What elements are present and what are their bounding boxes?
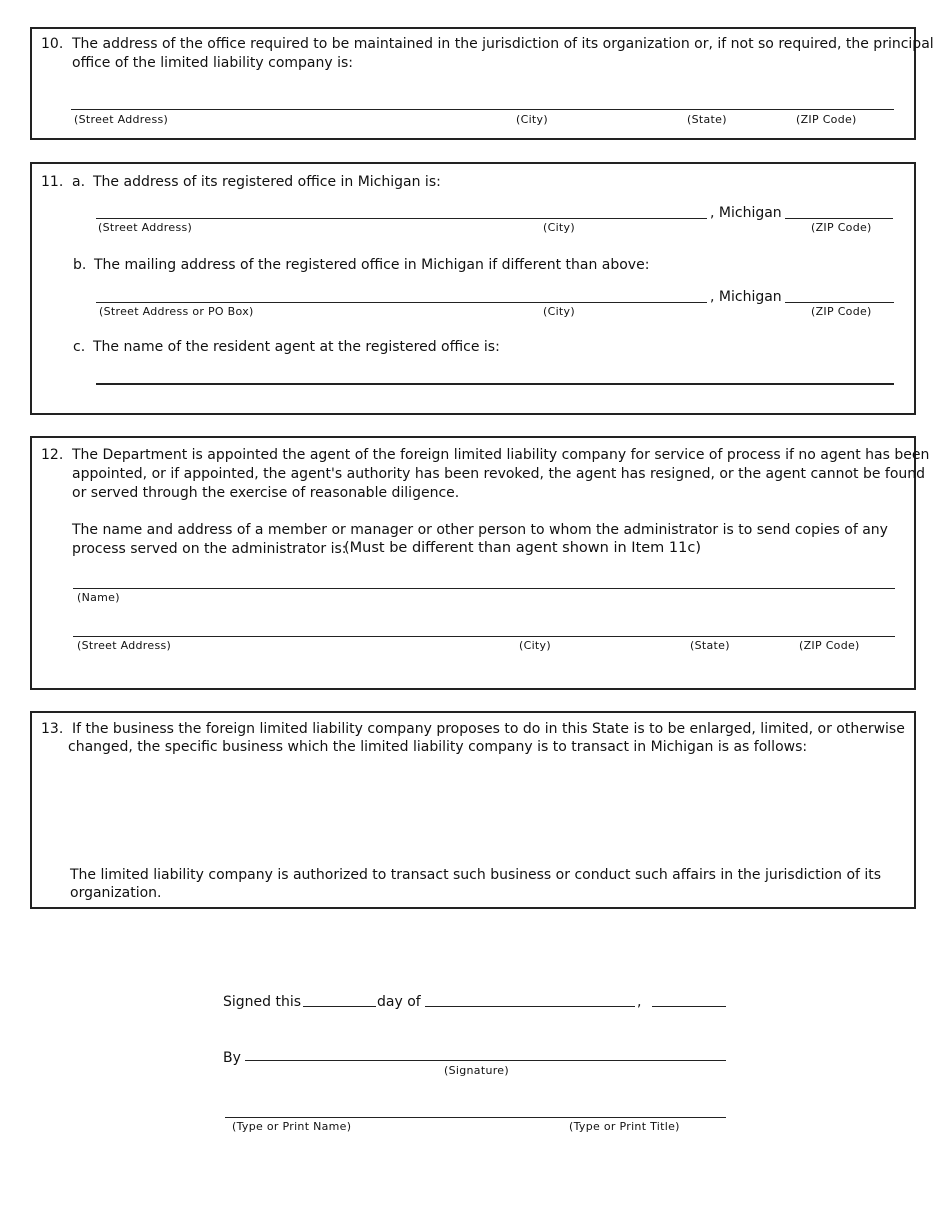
signed-this-label: Signed this <box>223 994 302 1010</box>
item-13-business-area[interactable] <box>68 760 898 860</box>
item-13-footer-line2: organization. <box>70 885 162 901</box>
item-11c-label: c. <box>73 339 86 355</box>
item-12-p2-line2: process served on the administrator is: <box>72 541 347 557</box>
item-11b-street-city-field[interactable] <box>96 302 707 303</box>
item-12-street-caption: (Street Address) <box>77 639 172 652</box>
item-11a-michigan-label: , Michigan <box>710 205 782 221</box>
item-11b-label: b. <box>73 257 87 273</box>
item-12-p1-line1: The Department is appointed the agent of the foreign limited liability company for service of process if no agent has been <box>72 447 930 463</box>
item-13-footer-line1: The limited liability company is authorized to transact such business or conduct such affairs in the jurisdiction of its <box>70 867 882 883</box>
item-11c-text: The name of the resident agent at the registered office is: <box>93 339 500 355</box>
item-11a-text: The address of its registered office in Michigan is: <box>93 174 441 190</box>
item-11b-text: The mailing address of the registered office in Michigan if different than above: <box>94 257 650 273</box>
item-12-name-field[interactable] <box>73 588 895 589</box>
item-10-number: 10. <box>41 36 64 52</box>
item-10-city-caption: (City) <box>516 113 548 126</box>
item-10-zip-caption: (ZIP Code) <box>796 113 857 126</box>
item-12-number: 12. <box>41 447 64 463</box>
item-11a-street-caption: (Street Address) <box>98 221 193 234</box>
item-13-line2: changed, the specific business which the limited liability company is to transact in Michigan is as follows: <box>68 739 808 755</box>
signature-caption: (Signature) <box>444 1064 509 1077</box>
date-comma: , <box>637 994 642 1010</box>
item-11a-label: a. <box>72 174 86 190</box>
item-11-number: 11. <box>41 174 64 190</box>
item-12-city-caption: (City) <box>519 639 551 652</box>
item-12-p1-line3: or served through the exercise of reasonable diligence. <box>72 485 460 501</box>
item-10-text-line1: The address of the office required to be maintained in the jurisdiction of its organization or, if not so required, the principal <box>72 36 934 52</box>
item-12-name-caption: (Name) <box>77 591 120 604</box>
item-12-state-caption: (State) <box>690 639 730 652</box>
item-11a-zip-caption: (ZIP Code) <box>811 221 872 234</box>
print-name-title-field[interactable] <box>225 1117 726 1118</box>
item-10-text-line2: office of the limited liability company is: <box>72 55 353 71</box>
item-13-line1: If the business the foreign limited liability company proposes to do in this State is to be enlarged, limited, or otherwise <box>72 721 905 737</box>
item-12-zip-caption: (ZIP Code) <box>799 639 860 652</box>
signed-month-field[interactable] <box>425 1006 635 1007</box>
signed-year-field[interactable] <box>652 1006 726 1007</box>
item-11b-michigan-label: , Michigan <box>710 289 782 305</box>
item-11b-city-caption: (City) <box>543 305 575 318</box>
item-10-address-field[interactable] <box>71 109 894 110</box>
item-11a-zip-field[interactable] <box>785 218 893 219</box>
item-12-address-field[interactable] <box>73 636 895 637</box>
item-11b-street-caption: (Street Address or PO Box) <box>99 305 254 318</box>
item-11c-agent-name-field[interactable] <box>96 383 894 385</box>
item-12-p2-line1: The name and address of a member or manager or other person to whom the administrator is to send copies of any <box>72 522 888 538</box>
signature-field[interactable] <box>245 1060 726 1061</box>
item-10-street-caption: (Street Address) <box>74 113 169 126</box>
print-title-caption: (Type or Print Title) <box>569 1120 680 1133</box>
print-name-caption: (Type or Print Name) <box>232 1120 352 1133</box>
signed-day-field[interactable] <box>303 1006 376 1007</box>
item-11b-zip-caption: (ZIP Code) <box>811 305 872 318</box>
item-12-note: (Must be different than agent shown in Item 11c) <box>344 540 701 556</box>
item-11a-street-city-field[interactable] <box>96 218 707 219</box>
item-10-state-caption: (State) <box>687 113 727 126</box>
item-11-box <box>30 162 916 415</box>
item-12-p1-line2: appointed, or if appointed, the agent's authority has been revoked, the agent has resigned, or the agent cannot be found <box>72 466 926 482</box>
item-13-number: 13. <box>41 721 64 737</box>
item-11a-city-caption: (City) <box>543 221 575 234</box>
by-label: By <box>223 1050 241 1066</box>
day-of-label: day of <box>377 994 421 1010</box>
item-11b-zip-field[interactable] <box>785 302 894 303</box>
